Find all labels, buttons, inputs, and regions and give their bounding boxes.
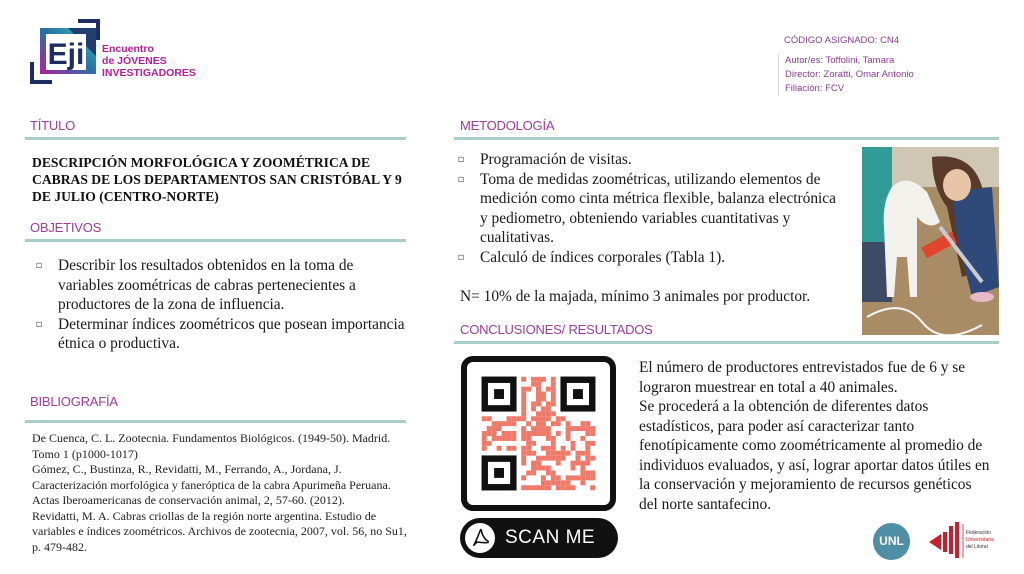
bibliography-entry: Revidatti, M. A. Cabras criollas de la región norte argentina. Estudio de variables e índices zoométricos. Archivos de zootecnia, 2007, vol. 56, no Su1, p. 479-482. — [32, 508, 407, 554]
square-bullet-icon: ▫ — [457, 154, 465, 165]
affiliation: Filiación: FCV — [785, 83, 845, 94]
divider — [25, 239, 406, 242]
eji-logo-mark — [30, 18, 102, 86]
bibliography-entry: De Cuenca, C. L. Zootecnia. Fundamentos Biológicos. (1949-50). Madrid. Tomo 1 (p1000-1017) — [32, 431, 391, 461]
authors: Autor/es: Toffolini, Tamara — [785, 55, 895, 66]
square-bullet-icon: ▫ — [35, 260, 43, 271]
sample-note: N= 10% de la majada, mínimo 3 animales por productor. — [460, 288, 811, 305]
metodologia-list — [452, 150, 847, 267]
qr-pattern — [467, 362, 610, 505]
unl-logo — [873, 523, 910, 560]
svg-text:Federación: Federación — [966, 530, 992, 536]
director: Director: Zoratti, Omar Antonio — [785, 69, 914, 80]
divider — [25, 420, 406, 423]
ful-logo — [927, 520, 1007, 562]
list-item: ▫ Programación de visitas. — [452, 150, 847, 170]
bibliography-list — [32, 431, 410, 555]
goat-measurement-photo — [862, 147, 999, 335]
list-item: ▫ Toma de medidas zoométricas, utilizando elementos de medición como cinta métrica flexible, balanza electrónica y pediometro, obteniendo variables cuantitativas y cualitativas. — [452, 170, 847, 248]
svg-text:Eji: Eji — [47, 38, 85, 71]
logo-line-3: INVESTIGADORES — [102, 67, 196, 79]
unl-logo-text: UNL — [879, 534, 904, 548]
divider — [454, 137, 999, 140]
square-bullet-icon: ▫ — [35, 318, 43, 330]
square-bullet-icon: ▫ — [457, 251, 465, 263]
svg-text:Universitaria: Universitaria — [966, 537, 994, 543]
results-paragraph: Se procederá a la obtención de diferentes datos estadísticos, para poder así caracterizar tanto fenotípicamente como zoométricamente al promedio de individuos evaluados, y así, lograr aportar datos útiles en la conservación y mejoramiento de recursos genéticos del norte santafecino. — [639, 398, 990, 513]
assigned-code: CÓDIGO ASIGNADO: CN4 — [784, 35, 900, 46]
qr-code[interactable] — [461, 356, 616, 511]
heading-titulo: TÍTULO — [30, 118, 76, 133]
logo-line-1: Encuentro — [102, 43, 154, 55]
heading-objetivos: OBJETIVOS — [30, 220, 102, 235]
scan-me-button[interactable] — [460, 518, 618, 558]
square-bullet-icon: ▫ — [457, 173, 465, 185]
list-item: ▫ Calculó de índices corporales (Tabla 1). — [452, 248, 847, 268]
svg-text:del Litoral: del Litoral — [966, 544, 988, 550]
results-paragraph: El número de productores entrevistados fue de 6 y se lograron muestrear en total a 40 animales. — [639, 359, 966, 396]
heading-metodologia: METODOLOGÍA — [460, 118, 555, 133]
pdf-icon — [465, 523, 495, 553]
objetivos-list — [30, 256, 408, 354]
eji-logo — [30, 18, 102, 86]
author-info — [778, 54, 914, 96]
list-item: ▫ Determinar índices zoométricos que posean importancia étnica o productiva. — [30, 315, 408, 354]
heading-conclusiones: CONCLUSIONES/ RESULTADOS — [460, 322, 653, 337]
bibliography-entry: Gómez, C., Bustinza, R., Revidatti, M., Ferrando, A., Jordana, J. Caracterización morfológica y faneróptica de la cabra Apurimeña Peruana. Actas Iberoamericanas de conservación animal, 2, 57-60. (2012). — [32, 462, 391, 507]
divider — [25, 137, 406, 140]
heading-bibliografia: BIBLIOGRAFÍA — [30, 394, 118, 409]
list-item: ▫ Describir los resultados obtenidos en la toma de variables zoométricas de cabras pertenecientes a productores de la zona de influencia. — [30, 256, 408, 315]
poster-title: DESCRIPCIÓN MORFOLÓGICA Y ZOOMÉTRICA DE CABRAS DE LOS DEPARTAMENTOS SAN CRISTÓBAL Y 9 DE JULIO (CENTRO-NORTE) — [32, 155, 402, 204]
divider — [454, 341, 999, 344]
logo-line-2: de JÓVENES — [102, 55, 167, 67]
logo-wordmark — [102, 43, 196, 79]
results-text — [639, 358, 994, 514]
scan-me-label: SCAN ME — [505, 527, 596, 548]
